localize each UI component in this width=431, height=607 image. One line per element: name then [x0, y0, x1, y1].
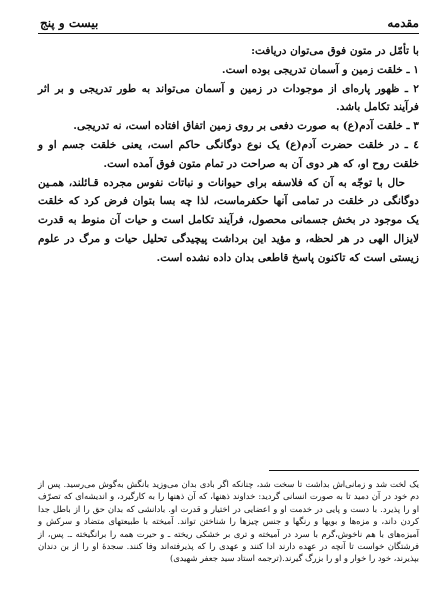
- section-title: مقدمه: [387, 16, 419, 30]
- footnote: [38, 478, 419, 565]
- footnote-text: يک لخت شد و زمانی‌اش بداشت تا سخت شد، چنانکه اگر بادی بدان می‌وزيد بانگش به‌گوش می‌رسيد. پس از دم خود در آن دميد تا به صورت انسانی گرديد: خداوند ذهنها، که آن ذهنها را به کارگيرد، و انديشه‌ای که تصرّف او را پذيرد. با دست و پايی در خدمت او و اعضايی در اختيار و قدرت او. بادانشی که بدان حق را از باطل جدا کردن داند، و مزه‌ها و بويها و رنگها و جنس چيزها را شناختن تواند. آميخته با طبيعتهای متضاد و سرکش و آميزه‌های با هم ناخوش،گرم با سرد در آميخته و تری بر خشکی ريخته ـ و حيرت همه را برانگيخته ـ. پس، از فرشتگان خواست تا آنچه در عهده دارند ادا کنند و عهدی را که پذيرفته‌اند وفا کنند. سجدهٔ او را از بن دندان بپذيرند، خود را خوار و او را بزرگ گيرند.(ترجمه استاد سيد جعفر شهيدی): [38, 479, 419, 564]
- list-item-3: ۳ ـ خلقت آدم(ع) به صورت دفعی بر روی زمين اتفاق افتاده است، نه تدريجی.: [73, 120, 419, 133]
- list-item-4: ٤ ـ در خلقت حضرت آدم(ع) يک نوع دوگانگی حاکم است، يعنی خلقت جسم او و خلقت روح او، که هر دوی آن به صراحت در تمام متون فوق آمده است.: [38, 138, 419, 170]
- list-item-1: ۱ ـ خلقت زمين و آسمان تدريجی بوده است.: [221, 63, 419, 76]
- main-paragraph: حال با توجّه به آن که فلاسفه برای حيوانات و نباتات نفوس مجرده قـائلند، همـين دوگانگی در خلقت در تمامی آنها حکفرماست، لذا چه بسا بتوان فرض کرد که خلقت يک موجود در بخش جسمانی محصول، فرآيند تکامل است و حيات آن منوط به قدرت لايزال الهی در هر لحظه، و مؤيد اين برداشت پيچيدگی تحليل حيات و مرگ در علوم زيستی است که تاکنون پاسخ قاطعی بدان داده نشده است.: [38, 176, 419, 264]
- main-text: [38, 42, 419, 268]
- header-divider: [38, 33, 419, 34]
- page-number: بيست و پنج: [40, 16, 99, 30]
- list-item-2: ۲ ـ ظهور پاره‌ای از موجودات در زمين و آسمان می‌تواند به طور تدريجی و بر اثر فرآيند تکامل باشد.: [38, 82, 419, 114]
- page-header: [40, 12, 419, 30]
- footnote-divider: [269, 470, 419, 471]
- intro-line: با تأمّل در متون فوق می‌توان دريافت:: [251, 45, 419, 57]
